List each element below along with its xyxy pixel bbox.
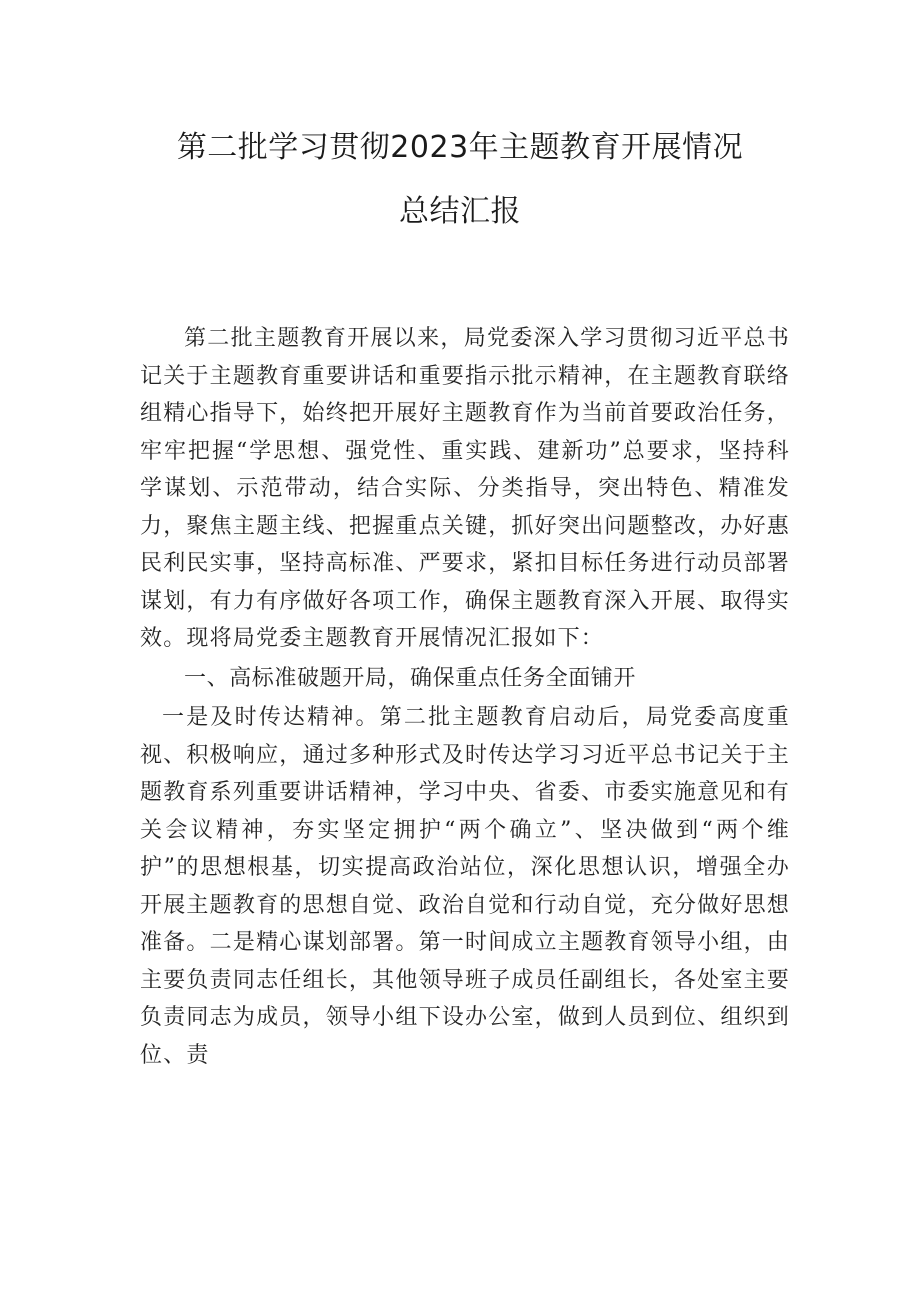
document-body	[140, 320, 790, 1074]
document-title-line-1: 第二批学习贯彻2023年主题教育开展情况	[176, 130, 744, 165]
document-title-line-2: 总结汇报	[399, 194, 521, 229]
intro-paragraph: 第二批主题教育开展以来，局党委深入学习贯彻习近平总书记关于主题教育重要讲话和重要指示批示精神，在主题教育联络组精心指导下，始终把开展好主题教育作为当前首要政治任务，牢牢把握“学思想、强党性、重实践、建新功”总要求，坚持科学谋划、示范带动，结合实际、分类指导，突出特色、精准发力，聚焦主题主线、把握重点关键，抓好突出问题整改，办好惠民利民实事，坚持高标准、严要求，紧扣目标任务进行动员部署谋划，有力有序做好各项工作，确保主题教育深入开展、取得实效。现将局党委主题教育开展情况汇报如下：	[140, 326, 790, 651]
section-1-paragraph: 一是及时传达精神。第二批主题教育启动后，局党委高度重视、积极响应，通过多种形式及时传达学习习近平总书记关于主题教育系列重要讲话精神，学习中央、省委、市委实施意见和有关会议精神，夯实坚定拥护“两个确立”、坚决做到“两个维护”的思想根基，切实提高政治站位，深化思想认识，增强全办开展主题教育的思想自觉、政治自觉和行动自觉，充分做好思想准备。二是精心谋划部署。第一时间成立主题教育领导小组，由主要负责同志任组长，其他领导班子成员任副组长，各处室主要负责同志为成员，领导小组下设办公室，做到人员到位、组织到位、责	[140, 705, 790, 1068]
section-1-heading: 一、高标准破题开局，确保重点任务全面铺开	[184, 665, 637, 691]
